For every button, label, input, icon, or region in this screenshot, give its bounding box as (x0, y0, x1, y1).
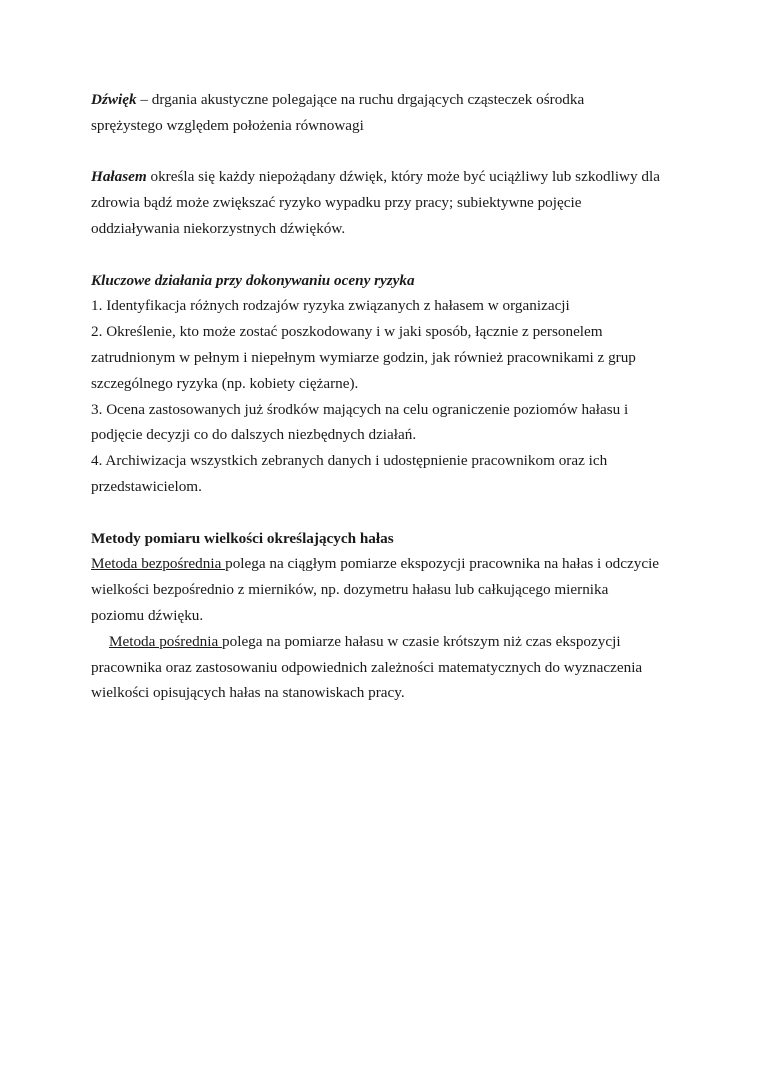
paragraph-gap (91, 242, 681, 268)
direct-method-line-2: wielkości bezpośrednio z mierników, np. dozymetru hałasu lub całkującego miernika (91, 581, 609, 599)
definition-noise-line-2: zdrowia bądź może zwiększać ryzyko wypadku przy pracy; subiektywne pojęcie (91, 194, 582, 212)
risk-item-2-line-1: 2. Określenie, kto może zostać poszkodowany i w jaki sposób, łącznie z personelem (91, 323, 603, 341)
paragraph-gap (91, 500, 681, 526)
definition-noise (91, 164, 681, 241)
indirect-method-text-1: polega na pomiarze hałasu w czasie krótszym niż czas ekspozycji (222, 632, 621, 650)
term-noise: Hałasem (91, 168, 147, 186)
definition-sound (91, 87, 681, 139)
measurement-section (91, 526, 681, 707)
definition-noise-line-3: oddziaływania niekorzystnych dźwięków. (91, 219, 346, 237)
definition-sound-text-1: – drgania akustyczne polegające na ruchu drgających cząsteczek ośrodka (136, 91, 585, 108)
direct-method-line-1 (91, 551, 681, 577)
direct-method-label: Metoda bezpośrednia (91, 555, 226, 573)
indirect-method-label: Metoda pośrednia (109, 632, 223, 650)
risk-item-4-line-1: 4. Archiwizacja wszystkich zebranych danych i udostępnienie pracownikom oraz ich (91, 452, 608, 470)
risk-item-4-line-2: przedstawicielom. (91, 477, 202, 495)
risk-item-3-line-2: podjęcie decyzji co do dalszych niezbędnych działań. (91, 426, 417, 444)
document-page (91, 87, 681, 706)
measurement-heading: Metody pomiaru wielkości określających hałas (91, 529, 394, 547)
paragraph-gap (91, 139, 681, 165)
indirect-method-line-1 (91, 629, 681, 655)
risk-assessment-section (91, 268, 681, 500)
definition-noise-text-1: określa się każdy niepożądany dźwięk, który może być uciążliwy lub szkodliwy dla (146, 168, 660, 186)
term-sound: Dźwięk (91, 91, 137, 108)
indirect-method-line-3: wielkości opisujących hałas na stanowiskach pracy. (91, 684, 405, 702)
risk-item-1-line-1: 1. Identyfikacja różnych rodzajów ryzyka związanych z hałasem w organizacji (91, 297, 570, 315)
direct-method-text-1: polega na ciągłym pomiarze ekspozycji pracownika na hałas i odczycie (225, 555, 660, 573)
risk-item-2-line-3: szczególnego ryzyka (np. kobiety ciężarne). (91, 374, 359, 392)
risk-item-2-line-2: zatrudnionym w pełnym i niepełnym wymiarze godzin, jak również pracownikami z grup (91, 348, 636, 366)
direct-method-line-3: poziomu dźwięku. (91, 606, 204, 624)
indirect-method-line-2: pracownika oraz zastosowaniu odpowiednich zależności matematycznych do wyznaczenia (91, 658, 643, 676)
risk-item-3-line-1: 3. Ocena zastosowanych już środków mających na celu ograniczenie poziomów hałasu i (91, 400, 629, 418)
risk-assessment-heading: Kluczowe działania przy dokonywaniu oceny ryzyka (91, 271, 415, 289)
definition-noise-line-1 (91, 164, 681, 190)
definition-sound-line-2: sprężystego względem położenia równowagi (91, 116, 364, 134)
definition-sound-line-1 (91, 87, 681, 113)
